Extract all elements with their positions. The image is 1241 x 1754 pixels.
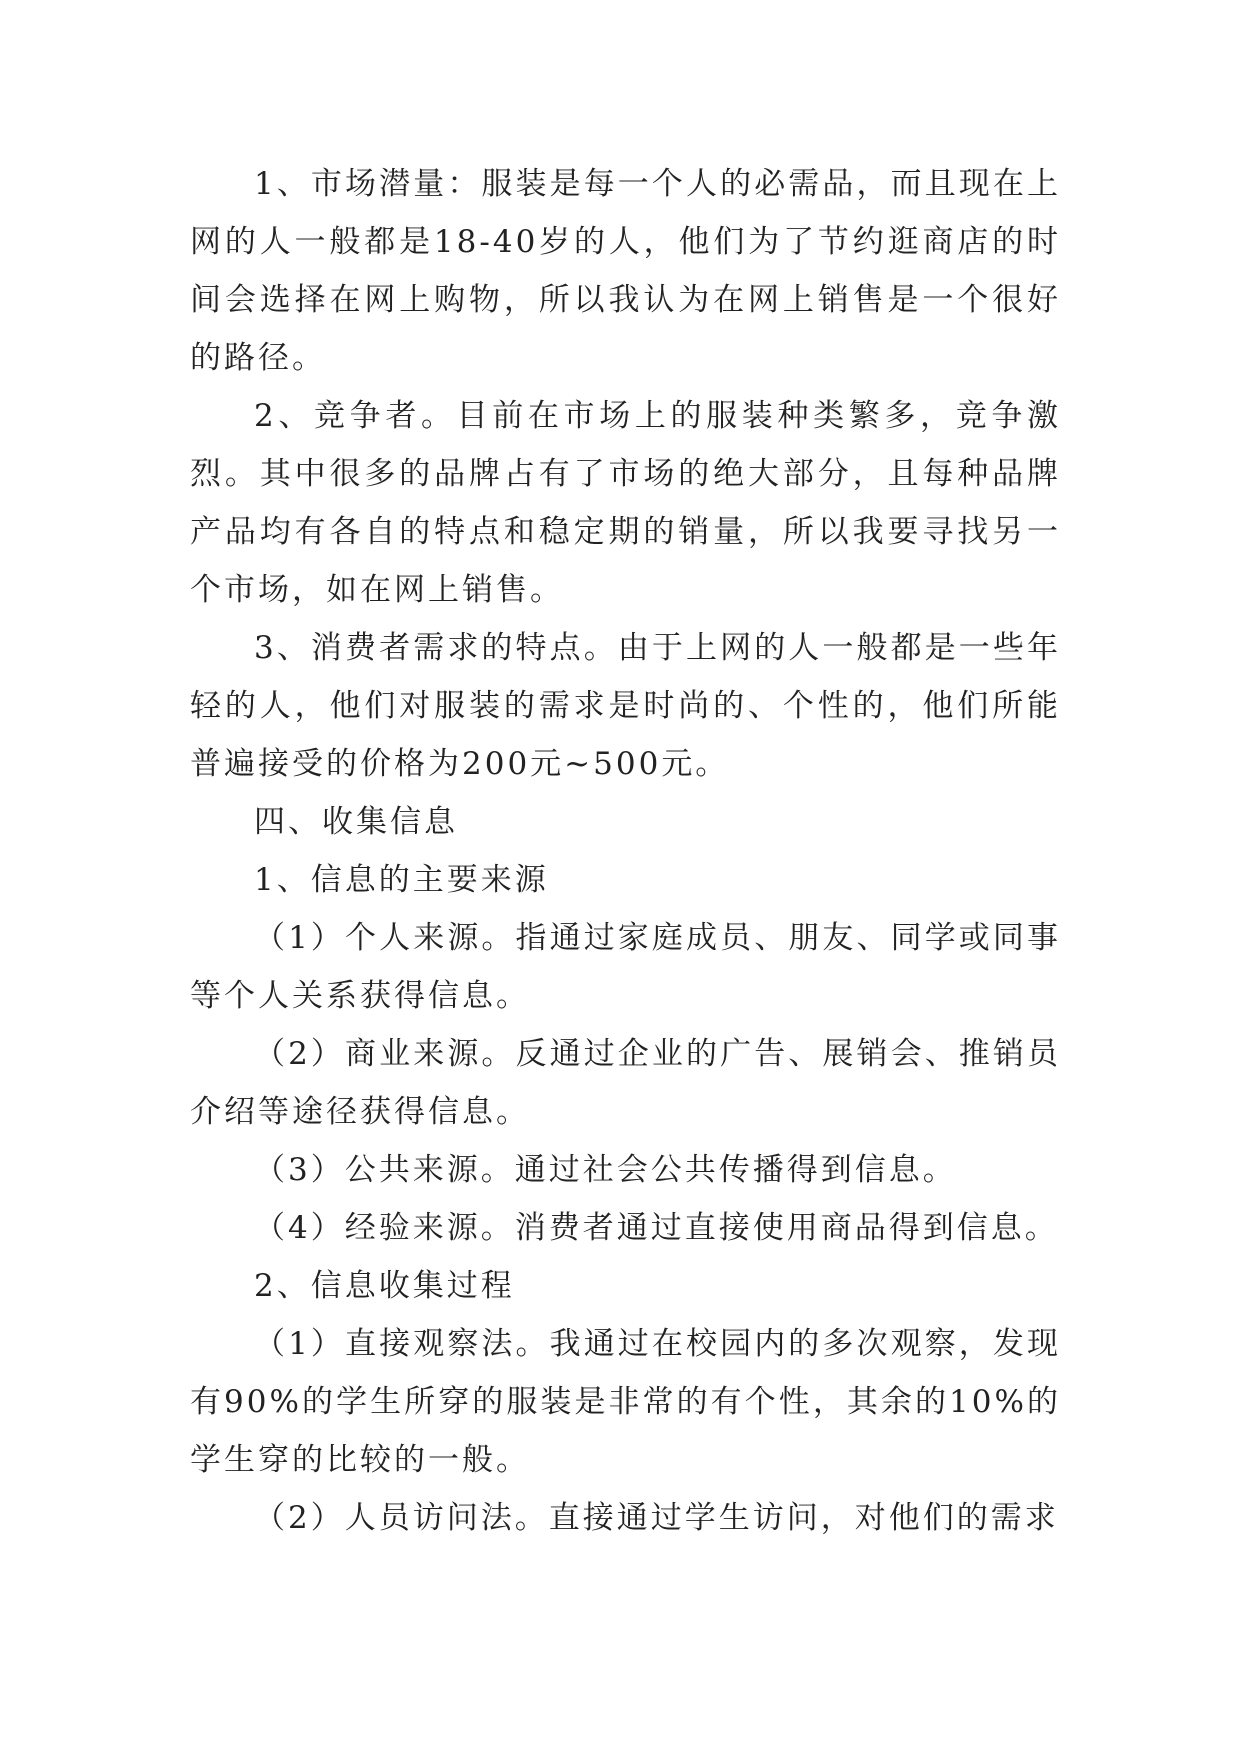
paragraph-experience-source: （4）经验来源。消费者通过直接使用商品得到信息。 [254, 1210, 1059, 1246]
paragraph-commercial-source: （2）商业来源。反通过企业的广告、展销会、推销员介绍等途径获得信息。 [190, 1036, 1061, 1130]
paragraph-public-source: （3）公共来源。通过社会公共传播得到信息。 [254, 1152, 957, 1188]
paragraph-market-potential: 1、市场潜量：服装是每一个人的必需品，而且现在上网的人一般都是18-40岁的人，他们为了节约逛商店的时间会选择在网上购物，所以我认为在网上销售是一个很好的路径。 [190, 166, 1061, 376]
section-heading-collect-info: 四、收集信息 [254, 804, 458, 840]
paragraph-personal-source: （1）个人来源。指通过家庭成员、朋友、同学或同事等个人关系获得信息。 [190, 920, 1061, 1014]
subheading-collection-process: 2、信息收集过程 [254, 1268, 515, 1304]
paragraph-interview-method: （2）人员访问法。直接通过学生访问，对他们的需求 [254, 1500, 1059, 1536]
paragraph-competitors: 2、竞争者。目前在市场上的服装种类繁多，竞争激烈。其中很多的品牌占有了市场的绝大部分，且每种品牌产品均有各自的特点和稳定期的销量，所以我要寻找另一个市场，如在网上销售。 [190, 398, 1061, 608]
paragraph-consumer-demand: 3、消费者需求的特点。由于上网的人一般都是一些年轻的人，他们对服装的需求是时尚的、个性的，他们所能普遍接受的价格为200元~500元。 [190, 630, 1061, 782]
paragraph-observation-method: （1）直接观察法。我通过在校园内的多次观察，发现有90%的学生所穿的服装是非常的有个性，其余的10%的学生穿的比较的一般。 [190, 1326, 1061, 1478]
subheading-info-sources: 1、信息的主要来源 [254, 862, 549, 898]
